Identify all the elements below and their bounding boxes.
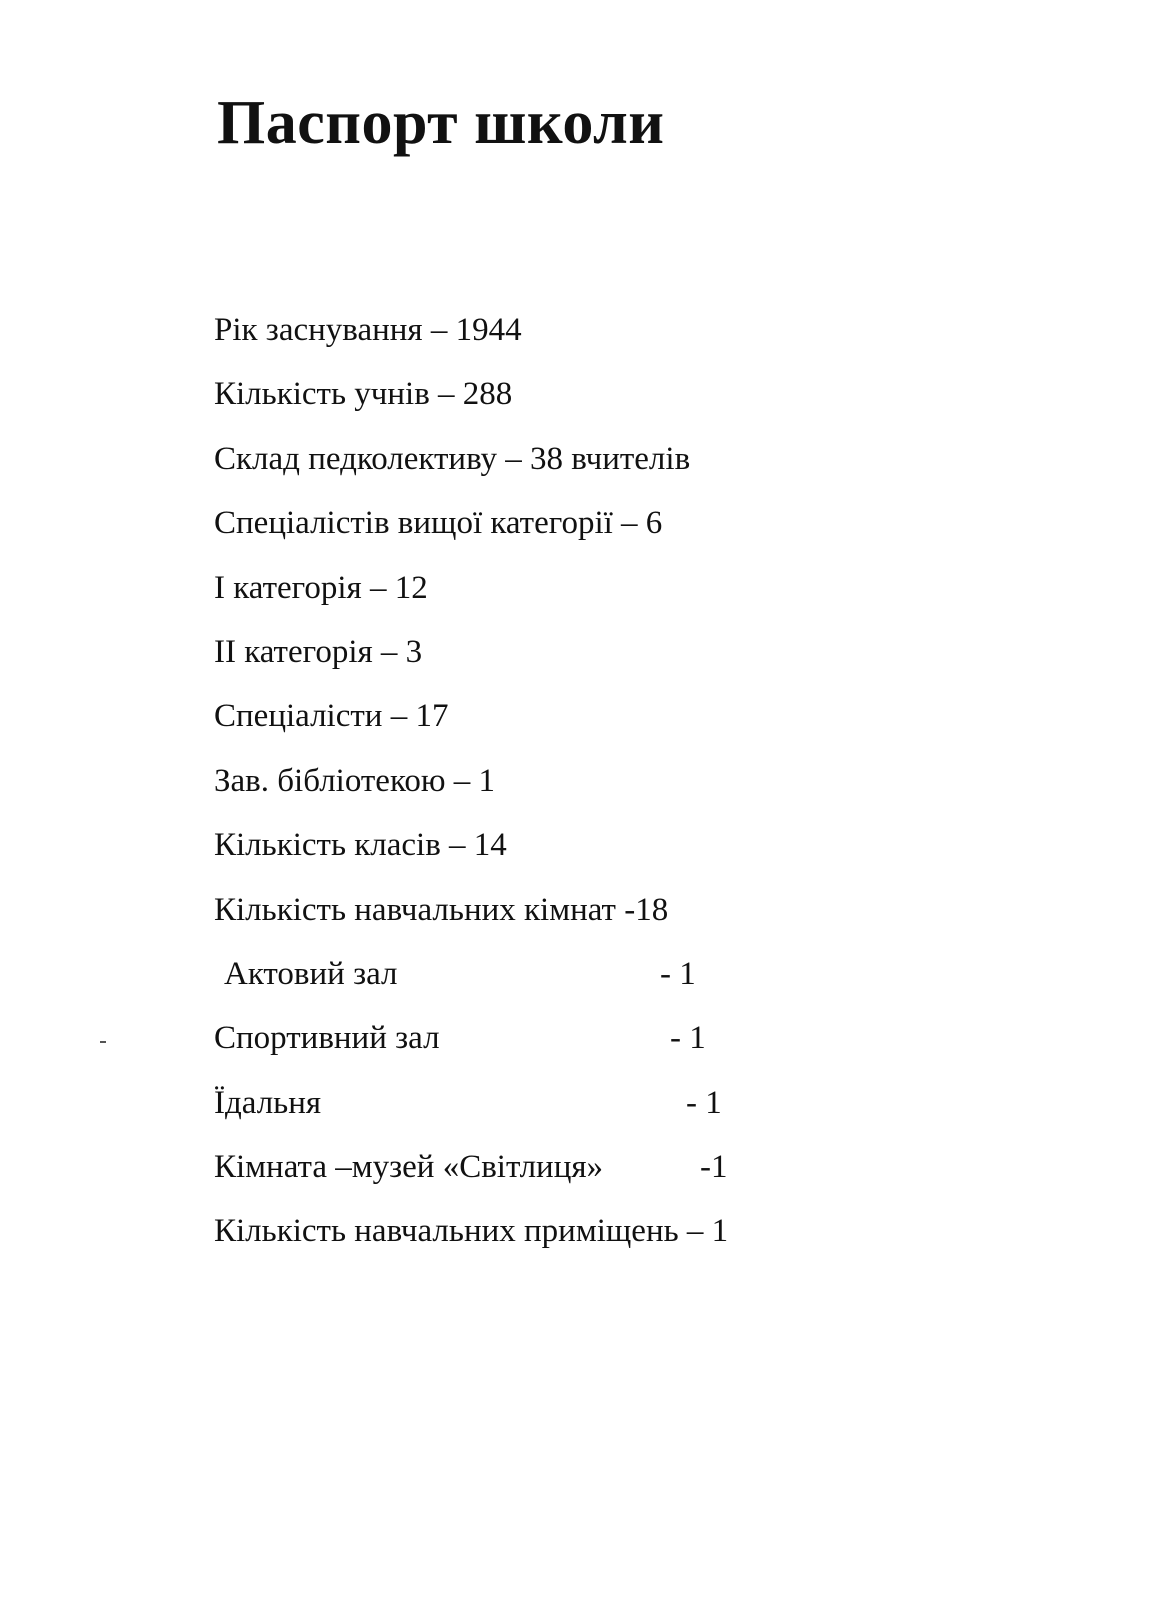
list-item-second-category [214, 632, 914, 696]
page-title: Паспорт школи [217, 89, 665, 157]
item-text: Кількість навчальних приміщень – 1 [214, 1213, 729, 1250]
scan-speck [100, 1041, 106, 1043]
item-text: Кількість класів – 14 [214, 827, 507, 864]
item-value: - 1 [660, 955, 696, 992]
list-item-classes [214, 825, 914, 889]
item-text: ІІ категорія – 3 [214, 633, 423, 670]
item-text: Спортивний зал [214, 1020, 440, 1057]
item-text: Спеціалістів вищої категорії – 6 [214, 505, 663, 542]
item-value: - 1 [670, 1020, 706, 1057]
list-item-librarian [214, 761, 914, 825]
item-text: Кількість навчальних кімнат -18 [214, 891, 669, 928]
list-item-first-category [214, 568, 914, 632]
item-text: Зав. бібліотекою – 1 [214, 762, 495, 799]
item-text: І категорія – 12 [214, 569, 428, 606]
item-text: Рік заснування – 1944 [214, 312, 522, 348]
list-item-top-category [214, 503, 914, 567]
item-text: Спеціалісти – 17 [214, 698, 449, 735]
list-item-museum-room [214, 1147, 914, 1211]
list-item-specialists [214, 696, 914, 760]
item-text: Кімната –музей «Світлиця» [214, 1149, 604, 1186]
item-value: - 1 [686, 1084, 722, 1121]
list-item-classrooms [214, 890, 914, 954]
list-item-canteen [214, 1083, 914, 1147]
list-item-staff [214, 439, 914, 503]
list-item-students [214, 374, 914, 438]
list-item-assembly-hall [214, 954, 914, 1018]
list-item-sports-hall [214, 1018, 914, 1082]
item-text: Актовий зал [224, 955, 398, 992]
item-text: Склад педколективу – 38 вчителів [214, 440, 691, 477]
item-text: Кількість учнів – 288 [214, 376, 513, 413]
item-value: -1 [700, 1149, 728, 1186]
list-item-founded [214, 310, 914, 374]
item-text: Їдальня [214, 1084, 322, 1121]
school-facts-list [214, 310, 914, 1276]
list-item-study-rooms [214, 1211, 914, 1275]
